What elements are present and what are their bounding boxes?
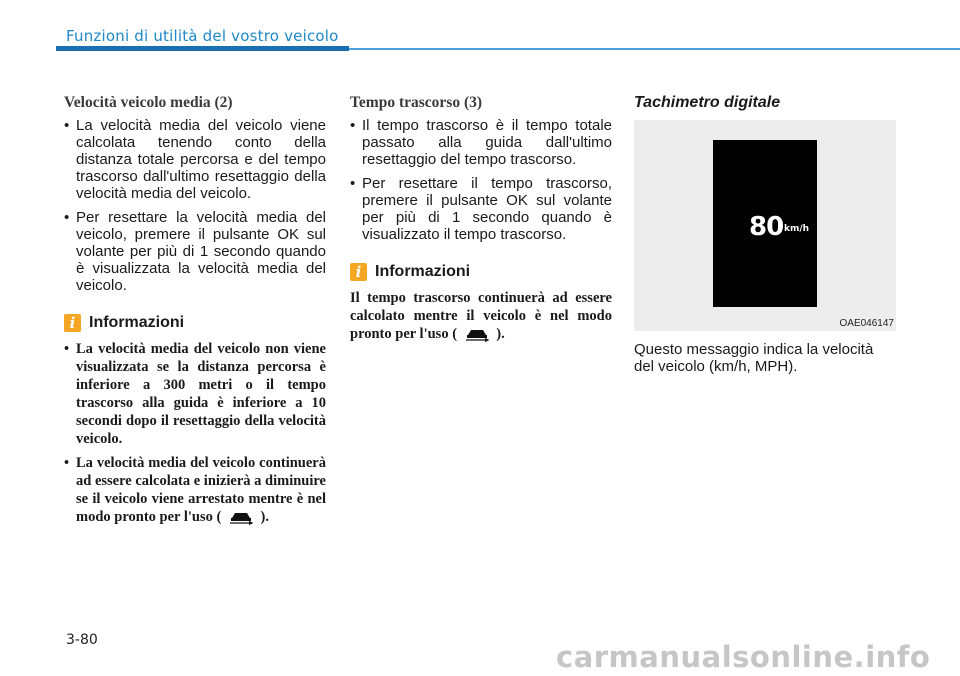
info-label: Informazioni [375,263,471,280]
figure-description: Questo messaggio indica la velocità del veicolo (km/h, MPH). [634,341,874,375]
speed-unit: km/h [784,224,810,234]
column-elapsed-time [350,94,612,343]
list-item: • La velocità media del veicolo viene calcolata tenendo conto della distanza totale percorsa e del tempo trascorso dall'ultimo resettaggio della velocità media del veicolo. [64,117,326,202]
info-text: Il tempo trascorso continuerà ad essere calcolato mentre il veicolo è nel modo pronto per l'uso ( [350,290,612,342]
info-paragraph [350,289,612,343]
section-title-average-speed: Velocità veicolo media (2) [64,94,233,111]
section-title-digital-speedometer: Tachimetro digitale [634,94,781,111]
speedometer-figure [634,120,896,331]
section-title-elapsed-time: Tempo trascorso (3) [350,94,483,111]
list-item: • Per resettare la velocità media del veicolo, premere il pulsante OK sul volante per più di 1 secondo quando è visualizzata la velocità media del veicolo. [64,209,326,294]
header-rule [349,48,960,50]
watermark: carmanualsonline.info [556,640,931,674]
header-title: Funzioni di utilità del vostro veicolo [66,27,339,45]
info-heading [350,263,612,281]
list-item: • La velocità media del veicolo non viene visualizzata se la distanza percorsa è inferiore a 300 metri o il tempo trascorso alla guida è inferiore a 10 secondi dopo il resettaggio della velocità veicolo. [64,340,326,448]
figure-code: OAE046147 [839,318,894,329]
column-digital-speedometer [634,94,896,375]
info-icon: i [64,314,81,332]
average-speed-list [64,117,326,294]
info-text: La velocità media del veicolo continuerà ad essere calcolata e inizierà a diminuire se il veicolo viene arrestato mentre è nel modo pronto per l'uso ( [76,455,326,525]
info-icon: i [350,263,367,281]
info-text-end: ). [260,509,270,525]
ready-car-icon [228,511,254,525]
cluster-display [713,140,817,307]
list-item [64,454,326,526]
page-number: 3-80 [66,632,98,648]
info-heading [64,314,326,332]
info-text-end: ). [496,326,505,342]
list-item: • Il tempo trascorso è il tempo totale passato alla guida dall'ultimo resettaggio del tempo trascorso. [350,117,612,168]
ready-car-icon [464,328,490,342]
header-bar [56,46,349,51]
info-list [64,340,326,526]
info-label: Informazioni [89,314,185,331]
column-average-speed [64,94,326,532]
speed-value: 80 [749,212,784,242]
elapsed-time-list [350,117,612,243]
list-item: • Per resettare il tempo trascorso, premere il pulsante OK sul volante per più di 1 secondo quando è visualizzato il tempo trascorso. [350,175,612,243]
